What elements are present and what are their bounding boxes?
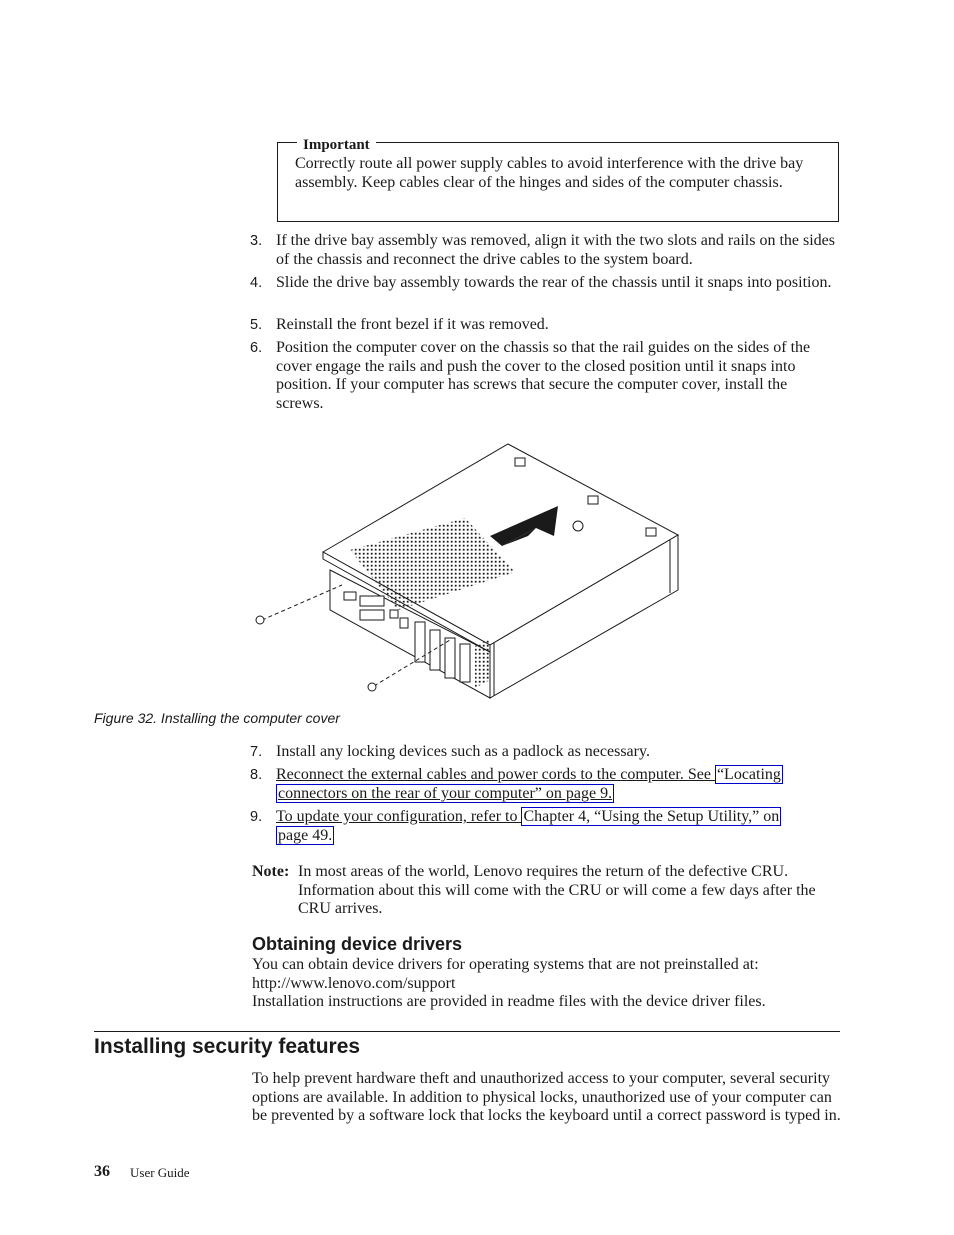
setup-utility-chapter-link-cont[interactable]: page 49. bbox=[278, 826, 333, 844]
step-6-number: 6. bbox=[250, 340, 263, 356]
note-text: In most areas of the world, Lenovo requires the return of the defective CRU. Information about this will come with the CRU or will come a few days after the CRU arrives. bbox=[298, 863, 816, 918]
step-9-text bbox=[276, 808, 836, 845]
setup-utility-chapter-link[interactable]: Chapter 4, “Using the Setup Utility,” on bbox=[523, 808, 780, 825]
step-5-number: 5. bbox=[250, 317, 263, 333]
drivers-heading: Obtaining device drivers bbox=[252, 934, 463, 954]
locating-connectors-link[interactable]: “Locating bbox=[716, 766, 781, 783]
drivers-paragraph-1: You can obtain device drivers for operating systems that are not preinstalled at: bbox=[252, 956, 759, 973]
step-6-text: Position the computer cover on the chassis so that the rail guides on the sides of the cover engage the rails and push the cover to the closed position until it snaps into position. If your computer has screws that secure the computer cover, install the screws. bbox=[276, 339, 811, 413]
footer-title: User Guide bbox=[130, 1165, 190, 1180]
security-heading: Installing security features bbox=[94, 1035, 361, 1058]
step-8-number: 8. bbox=[250, 767, 263, 783]
drivers-paragraph-2: Installation instructions are provided in readme files with the device driver files. bbox=[252, 993, 766, 1010]
page-number: 36 bbox=[94, 1163, 110, 1180]
important-label: Important bbox=[297, 136, 376, 154]
step-9-text-before: To update your configuration, refer to bbox=[276, 808, 522, 825]
step-5-text: Reinstall the front bezel if it was removed. bbox=[276, 316, 549, 333]
computer-cover-illustration bbox=[250, 440, 690, 702]
section-divider bbox=[94, 1031, 840, 1032]
step-4-text: Slide the drive bay assembly towards the rear of the chassis until it snaps into position. bbox=[276, 274, 832, 291]
security-paragraph: To help prevent hardware theft and unauthorized access to your computer, several security options are available. In addition to physical locks, unauthorized use of your computer can be prevented by a software lock that locks the keyboard until a correct password is typed in. bbox=[252, 1070, 841, 1125]
step-3-text: If the drive bay assembly was removed, align it with the two slots and rails on the sides of the chassis and reconnect the drive cables to the system board. bbox=[276, 232, 835, 268]
step-8-text bbox=[276, 766, 836, 803]
figure-caption: Figure 32. Installing the computer cover bbox=[94, 710, 340, 726]
drivers-url: http://www.lenovo.com/support bbox=[252, 975, 456, 992]
step-3-number: 3. bbox=[250, 233, 263, 249]
note-label: Note: bbox=[252, 863, 290, 880]
step-9-number: 9. bbox=[250, 809, 263, 825]
important-text: Correctly route all power supply cables to avoid interference with the drive bay assembly. Keep cables clear of the hinges and sides of the computer chassis. bbox=[295, 155, 804, 191]
step-7-number: 7. bbox=[250, 744, 263, 760]
step-7-text: Install any locking devices such as a padlock as necessary. bbox=[276, 743, 650, 760]
locating-connectors-link-cont[interactable]: connectors on the rear of your computer” on page 9. bbox=[278, 784, 613, 802]
step-4-number: 4. bbox=[250, 275, 263, 291]
step-8-text-before: Reconnect the external cables and power cords to the computer. See bbox=[276, 766, 715, 783]
